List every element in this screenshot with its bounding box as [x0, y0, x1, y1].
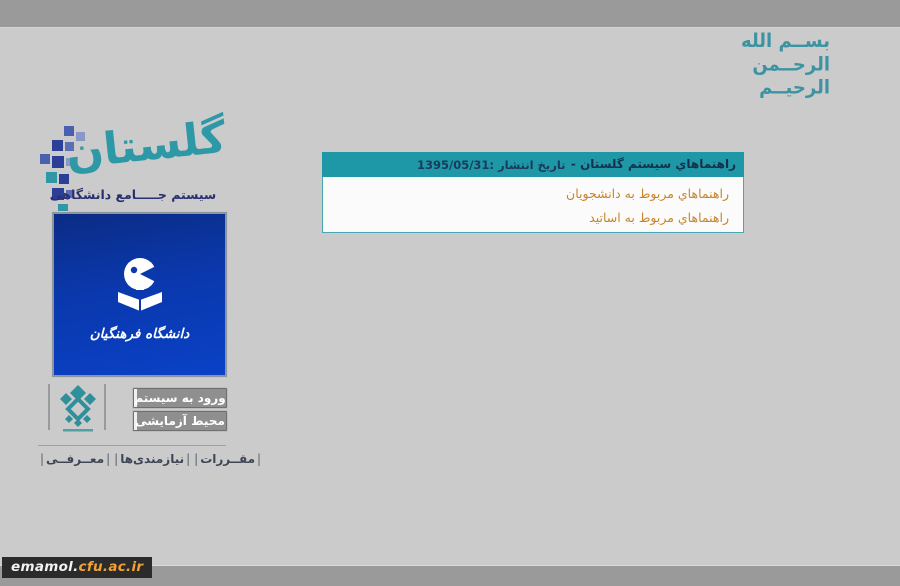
- link-requirements[interactable]: | نیازمندی‌ها |: [112, 452, 192, 466]
- guides-panel: [322, 152, 744, 233]
- guides-panel-title: - راهنماهاي سيستم گلستان: [570, 157, 736, 171]
- divider-bar: [104, 384, 106, 430]
- divider-bar: [48, 384, 50, 430]
- university-emblem-icon: [109, 254, 171, 318]
- guides-panel-header: [322, 152, 744, 177]
- faculty-guides-link[interactable]: راهنماهاي مربوط به اساتيد: [589, 210, 729, 225]
- login-button[interactable]: ورود به سیستم: [133, 388, 227, 408]
- university-name: دانشگاه فرهنگیان: [89, 326, 190, 342]
- top-bar: [0, 0, 900, 28]
- bismillah-calligraphy: [740, 30, 830, 99]
- publish-date: تاريخ انتشار :1395/05/31: [417, 158, 566, 172]
- vendor-logo-icon: [56, 383, 100, 433]
- site-url-badge: [2, 557, 152, 578]
- university-logo-box: [52, 212, 227, 377]
- link-introduction[interactable]: | معــرفــی |: [38, 452, 112, 466]
- footer-links: [38, 445, 256, 466]
- bismillah-line: الرحيــم: [759, 76, 830, 99]
- site-url-domain: cfu.ac.ir: [78, 559, 144, 575]
- test-environment-button[interactable]: محیط آزمایشی: [133, 411, 227, 431]
- brand-subtitle: سیستم جـــــامع دانشگاهی: [49, 187, 217, 202]
- golestan-wordmark: گلستان: [63, 111, 229, 180]
- bismillah-line: الرحــمن: [752, 53, 830, 76]
- guides-panel-body: [322, 177, 744, 233]
- site-url-prefix: emamol.: [11, 559, 79, 575]
- bismillah-line: بســم الله: [741, 30, 830, 53]
- student-guides-link[interactable]: راهنماهاي مربوط به دانشجويان: [566, 186, 729, 201]
- link-regulations[interactable]: | مقــررات |: [192, 452, 263, 466]
